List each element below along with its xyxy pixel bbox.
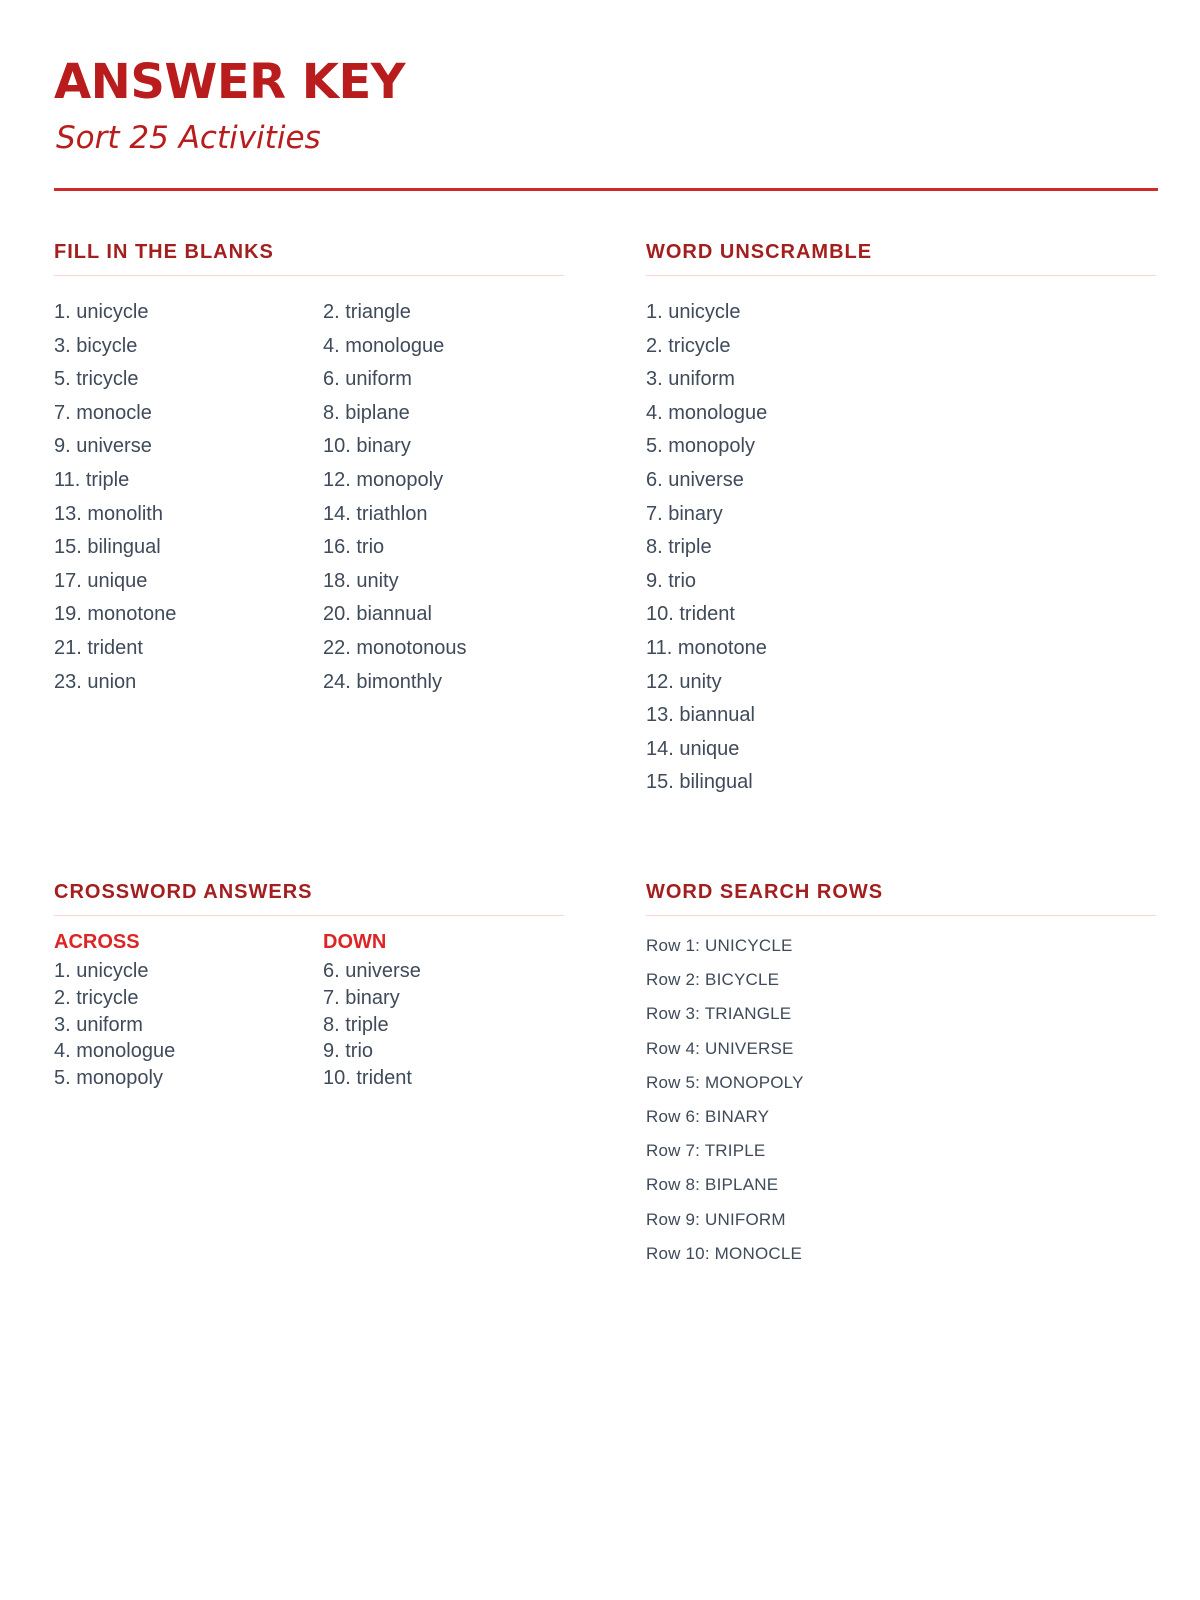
answer-item: 4. monologue bbox=[323, 334, 445, 357]
across-list bbox=[54, 958, 175, 1092]
answer-item: 8. triple bbox=[646, 536, 712, 559]
word-search-row: Row 1: UNICYCLE bbox=[646, 936, 793, 955]
answer-item: 12. unity bbox=[646, 670, 722, 693]
answer-item: 16. trio bbox=[323, 536, 385, 559]
crossword-section bbox=[54, 880, 564, 1120]
down-list bbox=[323, 958, 421, 1092]
answer-item: 1. unicycle bbox=[54, 301, 149, 323]
answer-item: 5. monopoly bbox=[646, 435, 755, 458]
answer-item: 2. triangle bbox=[323, 301, 411, 323]
answer-item: 15. bilingual bbox=[54, 536, 161, 559]
answer-item: 9. trio bbox=[646, 569, 697, 592]
answer-item: 10. trident bbox=[646, 603, 735, 626]
answer-item: 3. uniform bbox=[54, 1013, 143, 1036]
answer-item: 3. bicycle bbox=[54, 334, 138, 357]
section-title: WORD SEARCH ROWS bbox=[646, 881, 884, 903]
word-search-row: Row 9: UNIFORM bbox=[646, 1209, 786, 1229]
answer-item: 2. tricycle bbox=[646, 334, 731, 357]
word-search-row: Row 4: UNIVERSE bbox=[646, 1038, 794, 1058]
section-title: FILL IN THE BLANKS bbox=[54, 241, 274, 263]
fill-in-right-column bbox=[323, 296, 466, 699]
word-search-row: Row 5: MONOPOLY bbox=[646, 1072, 804, 1092]
answer-item: 14. triathlon bbox=[323, 502, 428, 525]
word-search-row: Row 8: BIPLANE bbox=[646, 1175, 779, 1195]
across-heading: ACROSS bbox=[54, 931, 140, 953]
header-divider bbox=[54, 188, 1158, 191]
answer-item: 4. monologue bbox=[646, 401, 768, 424]
section-divider bbox=[646, 915, 1156, 916]
answer-item: 10. binary bbox=[323, 435, 411, 458]
fill-in-left-column bbox=[54, 296, 176, 699]
word-unscramble-section bbox=[646, 240, 1156, 800]
answer-item: 10. trident bbox=[323, 1067, 412, 1090]
down-heading: DOWN bbox=[323, 931, 387, 953]
answer-item: 9. trio bbox=[323, 1040, 374, 1063]
section-divider bbox=[54, 275, 564, 276]
section-title: WORD UNSCRAMBLE bbox=[646, 241, 873, 263]
answer-item: 19. monotone bbox=[54, 603, 177, 626]
answer-item: 8. biplane bbox=[323, 401, 410, 424]
answer-item: 13. biannual bbox=[646, 704, 755, 727]
word-search-row: Row 2: BICYCLE bbox=[646, 970, 780, 990]
word-search-row: Row 7: TRIPLE bbox=[646, 1141, 766, 1161]
answer-item: 5. monopoly bbox=[54, 1067, 163, 1090]
page-subtitle: Sort 25 Activities bbox=[56, 120, 321, 156]
answer-item: 20. biannual bbox=[323, 603, 432, 626]
section-divider bbox=[54, 915, 564, 916]
answer-item: 2. tricycle bbox=[54, 986, 139, 1009]
answer-item: 18. unity bbox=[323, 569, 399, 592]
answer-item: 8. triple bbox=[323, 1013, 389, 1036]
answer-item: 23. union bbox=[54, 670, 137, 693]
answer-item: 7. binary bbox=[646, 502, 723, 525]
word-search-row: Row 6: BINARY bbox=[646, 1106, 770, 1126]
answer-item: 13. monolith bbox=[54, 502, 163, 525]
answer-item: 1. unicycle bbox=[54, 960, 149, 982]
answer-item: 6. universe bbox=[323, 960, 421, 982]
answer-item: 11. triple bbox=[54, 468, 130, 491]
answer-item: 12. monopoly bbox=[323, 468, 444, 491]
answer-item: 17. unique bbox=[54, 569, 148, 592]
answer-key-page bbox=[54, 0, 1158, 1600]
unscramble-list bbox=[646, 296, 767, 800]
answer-item: 5. tricycle bbox=[54, 368, 139, 391]
answer-item: 24. bimonthly bbox=[323, 670, 442, 693]
answer-item: 3. uniform bbox=[646, 368, 735, 391]
answer-item: 9. universe bbox=[54, 435, 152, 458]
answer-item: 11. monotone bbox=[646, 636, 767, 659]
word-search-section bbox=[646, 880, 1156, 1300]
word-search-row: Row 10: MONOCLE bbox=[646, 1243, 803, 1263]
answer-item: 15. bilingual bbox=[646, 771, 753, 794]
page-title: ANSWER KEY bbox=[54, 54, 406, 110]
answer-item: 21. trident bbox=[54, 636, 143, 659]
answer-item: 7. monocle bbox=[54, 401, 152, 424]
word-search-list bbox=[646, 929, 804, 1271]
answer-item: 22. monotonous bbox=[323, 636, 467, 659]
section-divider bbox=[646, 275, 1156, 276]
fill-in-the-blanks-section bbox=[54, 240, 564, 693]
word-search-row: Row 3: TRIANGLE bbox=[646, 1004, 792, 1024]
answer-item: 1. unicycle bbox=[646, 301, 741, 323]
section-title: CROSSWORD ANSWERS bbox=[54, 881, 313, 903]
answer-item: 14. unique bbox=[646, 737, 740, 760]
answer-item: 7. binary bbox=[323, 986, 400, 1009]
answer-item: 6. uniform bbox=[323, 368, 412, 391]
answer-item: 6. universe bbox=[646, 468, 744, 491]
answer-item: 4. monologue bbox=[54, 1040, 176, 1063]
